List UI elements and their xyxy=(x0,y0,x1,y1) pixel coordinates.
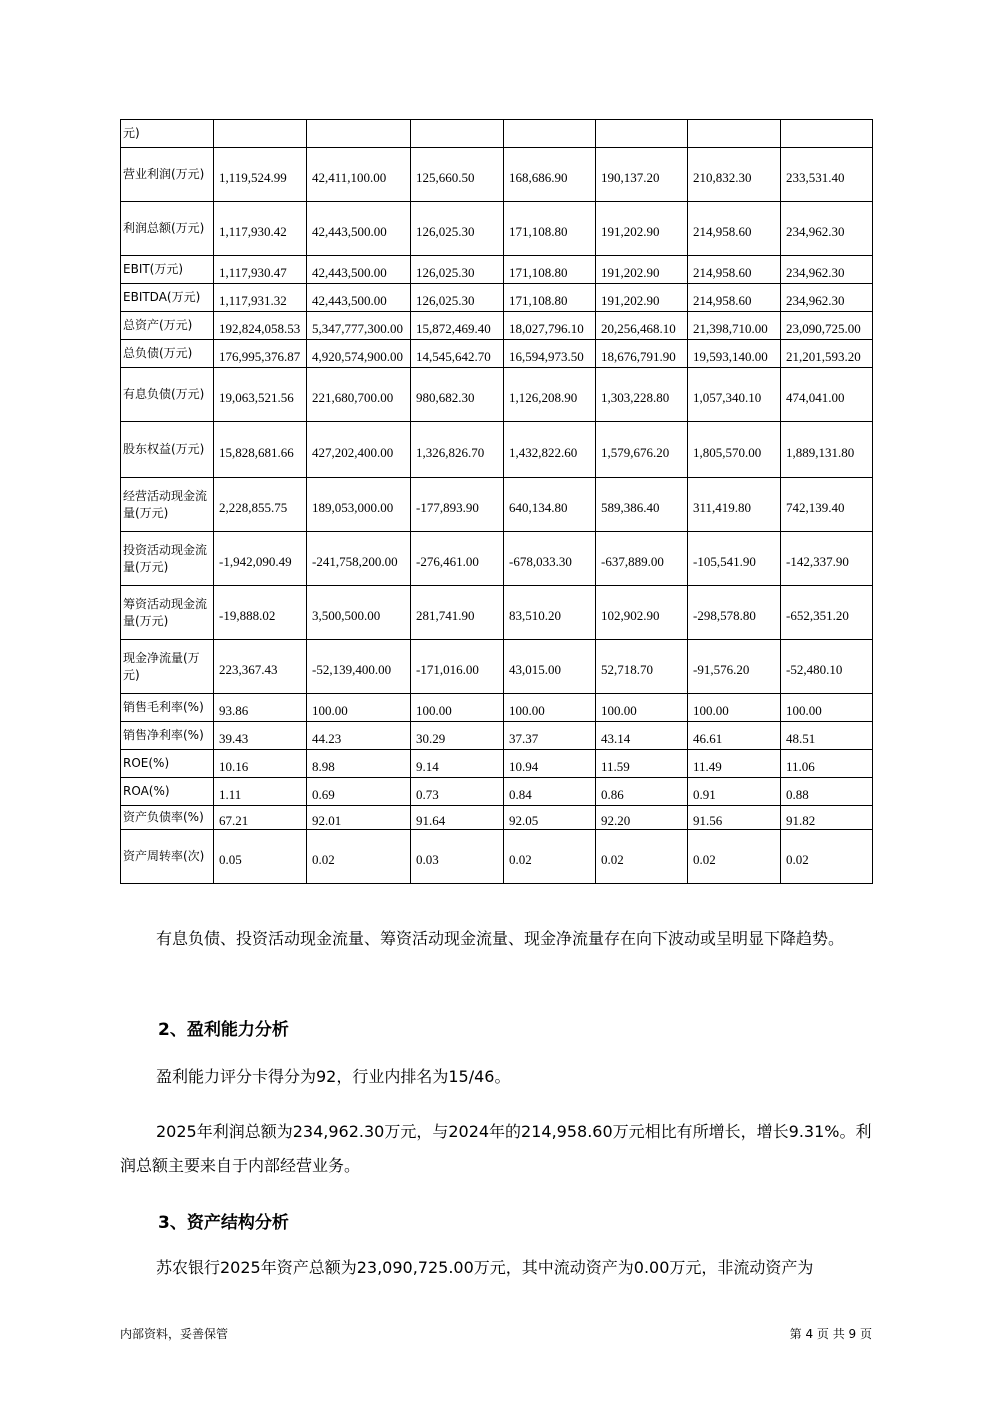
table-cell: -637,889.00 xyxy=(596,532,688,586)
row-label: 筹资活动现金流量(万元) xyxy=(121,586,214,640)
table-cell: 48.51 xyxy=(781,722,873,750)
paragraph-profit-growth: 2025年利润总额为234,962.30万元，与2024年的214,958.60万元相比有所增长，增长9.31%。利润总额主要来自于内部经营业务。 xyxy=(120,1122,872,1175)
table-cell: -298,578.80 xyxy=(688,586,781,640)
table-row xyxy=(121,640,873,694)
table-row xyxy=(121,778,873,806)
table-cell: 1,119,524.99 xyxy=(214,148,307,202)
table-cell: 42,443,500.00 xyxy=(307,284,411,312)
table-cell: 92.05 xyxy=(504,806,596,830)
paragraph-asset-total: 苏农银行2025年资产总额为23,090,725.00万元，其中流动资产为0.00万元，非流动资产为 xyxy=(156,1258,814,1277)
table-cell: 0.02 xyxy=(688,830,781,884)
footer-confidential: 内部资料，妥善保管 xyxy=(120,1327,229,1341)
table-cell: 67.21 xyxy=(214,806,307,830)
table-cell: 589,386.40 xyxy=(596,478,688,532)
table-cell: 0.02 xyxy=(504,830,596,884)
table-cell xyxy=(596,120,688,148)
table-cell: -241,758,200.00 xyxy=(307,532,411,586)
table-cell: 126,025.30 xyxy=(411,202,504,256)
row-label: 资产负债率(%) xyxy=(121,806,214,830)
row-label: 有息负债(万元) xyxy=(121,368,214,422)
table-cell: 125,660.50 xyxy=(411,148,504,202)
table-cell: 1,057,340.10 xyxy=(688,368,781,422)
table-cell: -678,033.30 xyxy=(504,532,596,586)
table-cell: 1,889,131.80 xyxy=(781,422,873,478)
table-cell: 8.98 xyxy=(307,750,411,778)
table-cell: -652,351.20 xyxy=(781,586,873,640)
table-row xyxy=(121,422,873,478)
table-row xyxy=(121,694,873,722)
table-cell: 0.02 xyxy=(596,830,688,884)
table-cell: 191,202.90 xyxy=(596,284,688,312)
table-cell: 46.61 xyxy=(688,722,781,750)
row-label: 利润总额(万元) xyxy=(121,202,214,256)
table-cell: 0.88 xyxy=(781,778,873,806)
table-cell: 18,027,796.10 xyxy=(504,312,596,340)
table-cell: 474,041.00 xyxy=(781,368,873,422)
table-cell: 100.00 xyxy=(781,694,873,722)
table-row xyxy=(121,532,873,586)
table-cell: 100.00 xyxy=(504,694,596,722)
paragraph-profitability-score: 盈利能力评分卡得分为92，行业内排名为15/46。 xyxy=(156,1067,511,1086)
table-cell: 214,958.60 xyxy=(688,284,781,312)
table-cell: 0.69 xyxy=(307,778,411,806)
table-cell: 190,137.20 xyxy=(596,148,688,202)
table-row xyxy=(121,284,873,312)
table-cell: 92.20 xyxy=(596,806,688,830)
row-label: EBIT(万元) xyxy=(121,256,214,284)
table-cell: -105,541.90 xyxy=(688,532,781,586)
row-label: EBITDA(万元) xyxy=(121,284,214,312)
table-row xyxy=(121,830,873,884)
table-cell: 171,108.80 xyxy=(504,202,596,256)
table-cell: 1,579,676.20 xyxy=(596,422,688,478)
table-cell: 1.11 xyxy=(214,778,307,806)
table-cell xyxy=(504,120,596,148)
table-cell: 9.14 xyxy=(411,750,504,778)
row-label: 现金净流量(万元) xyxy=(121,640,214,694)
table-cell: 0.03 xyxy=(411,830,504,884)
table-cell: 19,593,140.00 xyxy=(688,340,781,368)
table-cell: 43,015.00 xyxy=(504,640,596,694)
table-cell: 233,531.40 xyxy=(781,148,873,202)
table-cell: 37.37 xyxy=(504,722,596,750)
table-cell: 100.00 xyxy=(596,694,688,722)
table-cell: 0.73 xyxy=(411,778,504,806)
financial-table xyxy=(120,119,873,884)
row-label: 经营活动现金流量(万元) xyxy=(121,478,214,532)
table-cell: 30.29 xyxy=(411,722,504,750)
table-cell: -1,942,090.49 xyxy=(214,532,307,586)
table-cell: 234,962.30 xyxy=(781,202,873,256)
table-cell: 214,958.60 xyxy=(688,256,781,284)
table-cell: 311,419.80 xyxy=(688,478,781,532)
table-cell: 42,443,500.00 xyxy=(307,202,411,256)
table-cell: 15,872,469.40 xyxy=(411,312,504,340)
row-label: ROE(%) xyxy=(121,750,214,778)
table-cell: 100.00 xyxy=(307,694,411,722)
table-row xyxy=(121,722,873,750)
table-cell: 1,303,228.80 xyxy=(596,368,688,422)
table-cell: 0.86 xyxy=(596,778,688,806)
table-cell: 18,676,791.90 xyxy=(596,340,688,368)
table-row xyxy=(121,312,873,340)
row-label: 销售净利率(%) xyxy=(121,722,214,750)
table-cell: 16,594,973.50 xyxy=(504,340,596,368)
table-cell: 43.14 xyxy=(596,722,688,750)
table-row xyxy=(121,586,873,640)
section-heading-asset-structure: 3、资产结构分析 xyxy=(158,1213,289,1233)
table-cell: 20,256,468.10 xyxy=(596,312,688,340)
table-cell: 1,117,930.47 xyxy=(214,256,307,284)
table-cell: 168,686.90 xyxy=(504,148,596,202)
table-cell: 92.01 xyxy=(307,806,411,830)
table-cell: 15,828,681.66 xyxy=(214,422,307,478)
table-cell: -276,461.00 xyxy=(411,532,504,586)
table-cell: 980,682.30 xyxy=(411,368,504,422)
table-cell: 221,680,700.00 xyxy=(307,368,411,422)
row-label: 元) xyxy=(121,120,214,148)
table-cell: -52,480.10 xyxy=(781,640,873,694)
table-cell: -177,893.90 xyxy=(411,478,504,532)
table-row xyxy=(121,340,873,368)
table-row xyxy=(121,256,873,284)
table-cell: 91.82 xyxy=(781,806,873,830)
table-cell: 1,432,822.60 xyxy=(504,422,596,478)
table-cell: 14,545,642.70 xyxy=(411,340,504,368)
table-cell: 52,718.70 xyxy=(596,640,688,694)
table-cell: 11.49 xyxy=(688,750,781,778)
table-cell: 91.56 xyxy=(688,806,781,830)
table-cell: 91.64 xyxy=(411,806,504,830)
table-cell: 126,025.30 xyxy=(411,256,504,284)
table-cell: 23,090,725.00 xyxy=(781,312,873,340)
footer-page-number: 第 4 页 共 9 页 xyxy=(789,1327,872,1341)
table-cell: 11.06 xyxy=(781,750,873,778)
table-cell: 93.86 xyxy=(214,694,307,722)
table-cell: 100.00 xyxy=(688,694,781,722)
table-cell xyxy=(688,120,781,148)
table-cell: 427,202,400.00 xyxy=(307,422,411,478)
table-cell: -91,576.20 xyxy=(688,640,781,694)
row-label: 股东权益(万元) xyxy=(121,422,214,478)
table-cell: 21,201,593.20 xyxy=(781,340,873,368)
table-cell: 100.00 xyxy=(411,694,504,722)
table-cell: 4,920,574,900.00 xyxy=(307,340,411,368)
table-row xyxy=(121,120,873,148)
table-row xyxy=(121,148,873,202)
table-cell: 83,510.20 xyxy=(504,586,596,640)
table-cell: 42,411,100.00 xyxy=(307,148,411,202)
row-label: 销售毛利率(%) xyxy=(121,694,214,722)
table-cell: 171,108.80 xyxy=(504,284,596,312)
row-label: 营业利润(万元) xyxy=(121,148,214,202)
table-row xyxy=(121,806,873,830)
table-cell: 0.02 xyxy=(307,830,411,884)
table-cell: 189,053,000.00 xyxy=(307,478,411,532)
table-cell: 1,117,931.32 xyxy=(214,284,307,312)
table-cell: 0.02 xyxy=(781,830,873,884)
table-cell: 1,326,826.70 xyxy=(411,422,504,478)
table-cell xyxy=(307,120,411,148)
table-cell xyxy=(411,120,504,148)
table-cell: 640,134.80 xyxy=(504,478,596,532)
table-cell: 126,025.30 xyxy=(411,284,504,312)
table-cell: 171,108.80 xyxy=(504,256,596,284)
table-cell: 0.91 xyxy=(688,778,781,806)
table-cell: 102,902.90 xyxy=(596,586,688,640)
row-label: 投资活动现金流量(万元) xyxy=(121,532,214,586)
table-cell: 39.43 xyxy=(214,722,307,750)
table-cell: 191,202.90 xyxy=(596,256,688,284)
table-cell: 3,500,500.00 xyxy=(307,586,411,640)
table-cell: 2,228,855.75 xyxy=(214,478,307,532)
table-cell: 223,367.43 xyxy=(214,640,307,694)
table-cell: 192,824,058.53 xyxy=(214,312,307,340)
table-cell: 10.94 xyxy=(504,750,596,778)
table-cell: 5,347,777,300.00 xyxy=(307,312,411,340)
table-row xyxy=(121,750,873,778)
table-cell: 21,398,710.00 xyxy=(688,312,781,340)
table-cell: 10.16 xyxy=(214,750,307,778)
table-cell: 1,117,930.42 xyxy=(214,202,307,256)
row-label: ROA(%) xyxy=(121,778,214,806)
table-cell: 742,139.40 xyxy=(781,478,873,532)
table-cell: 44.23 xyxy=(307,722,411,750)
table-cell: 281,741.90 xyxy=(411,586,504,640)
row-label: 总负债(万元) xyxy=(121,340,214,368)
table-cell: -142,337.90 xyxy=(781,532,873,586)
table-row xyxy=(121,202,873,256)
financial-table-body xyxy=(121,120,873,884)
table-cell: 11.59 xyxy=(596,750,688,778)
table-cell: 19,063,521.56 xyxy=(214,368,307,422)
table-cell: 42,443,500.00 xyxy=(307,256,411,284)
table-cell: -52,139,400.00 xyxy=(307,640,411,694)
table-cell: 234,962.30 xyxy=(781,256,873,284)
table-cell: -171,016.00 xyxy=(411,640,504,694)
row-label: 资产周转率(次) xyxy=(121,830,214,884)
table-row xyxy=(121,368,873,422)
table-cell: 214,958.60 xyxy=(688,202,781,256)
table-cell: 1,126,208.90 xyxy=(504,368,596,422)
table-cell: 191,202.90 xyxy=(596,202,688,256)
paragraph-debt-trend: 有息负债、投资活动现金流量、筹资活动现金流量、现金净流量存在向下波动或呈明显下降趋势。 xyxy=(156,929,845,948)
table-cell xyxy=(214,120,307,148)
row-label: 总资产(万元) xyxy=(121,312,214,340)
section-heading-profitability: 2、盈利能力分析 xyxy=(158,1020,289,1040)
table-cell: 0.84 xyxy=(504,778,596,806)
table-cell: 0.05 xyxy=(214,830,307,884)
table-cell: 1,805,570.00 xyxy=(688,422,781,478)
table-cell: 210,832.30 xyxy=(688,148,781,202)
table-cell: 234,962.30 xyxy=(781,284,873,312)
table-cell: 176,995,376.87 xyxy=(214,340,307,368)
table-cell: -19,888.02 xyxy=(214,586,307,640)
table-cell xyxy=(781,120,873,148)
table-row xyxy=(121,478,873,532)
